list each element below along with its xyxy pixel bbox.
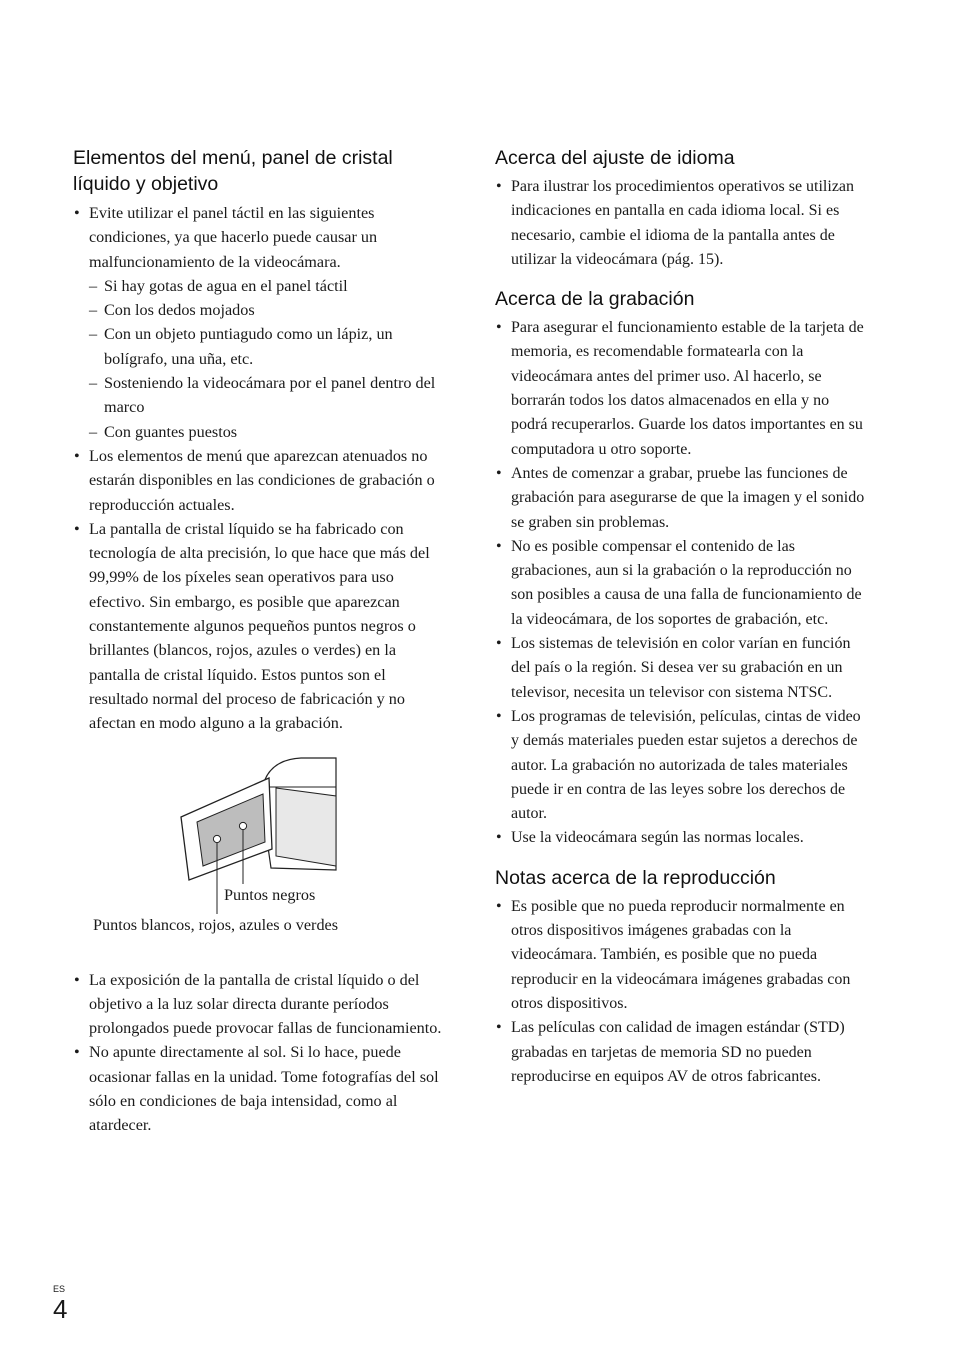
- bullet-list: [495, 316, 865, 851]
- bullet-list: [73, 968, 448, 1138]
- section-menu-lcd-lens: [73, 145, 448, 736]
- list-item: • Es posible que no pueda reproducir normalmente en otros dispositivos imágenes grabadas con la videocámara. También, es posible que no pueda reproducir en la videocámara imágenes grabadas con otros dispositivos.: [495, 895, 865, 1016]
- bullet-list: [495, 175, 865, 272]
- list-item: • Antes de comenzar a grabar, pruebe las funciones de grabación para asegurarse de que la imagen y el sonido se graben sin problemas.: [495, 462, 865, 535]
- section-heading: Acerca del ajuste de idioma: [495, 147, 735, 169]
- section-heading: Notas acerca de la reproducción: [495, 866, 776, 889]
- sub-item: – Con guantes puestos: [89, 420, 448, 444]
- sub-item: – Sosteniendo la videocámara por el panel dentro del marco: [89, 371, 448, 420]
- list-item: • Los programas de televisión, películas, cintas de video y demás materiales pueden estar sujetos a derechos de autor. La grabación no autorizada de tales materiales puede ir en contra de las leyes sobre los derechos de autor.: [495, 705, 865, 826]
- section-playback: [495, 865, 865, 1089]
- list-item: • Para ilustrar los procedimientos operativos se utilizan indicaciones en pantalla en cada idioma local. Si es necesario, cambie el idioma de la pantalla antes de utilizar la videocámara (pág. 15).: [495, 175, 865, 272]
- list-item: • Las películas con calidad de imagen estándar (STD) grabadas en tarjetas de memoria SD no pueden reproducirse en equipos AV de otros fabricantes.: [495, 1016, 865, 1089]
- sub-list: [89, 274, 448, 444]
- list-item: • Para asegurar el funcionamiento estable de la tarjeta de memoria, es recomendable formatearla con la videocámara antes del primer uso. Al hacerlo, se borrarán todos los datos almacenados en ella y no podrá recuperarlos. Guarde los datos importantes en su computadora u otro soporte.: [495, 316, 865, 462]
- label-color-dots: Puntos blancos, rojos, azules o verdes: [93, 915, 339, 934]
- bullet-list: [495, 895, 865, 1089]
- list-item: • Los sistemas de televisión en color varían en función del país o la región. Si desea ver su grabación en un televisor, necesita un televisor con sistema NTSC.: [495, 632, 865, 705]
- section-language: [495, 145, 865, 272]
- list-item: • La exposición de la pantalla de cristal líquido o del objetivo a la luz solar directa durante períodos prolongados puede provocar fallas de funcionamiento.: [73, 968, 448, 1041]
- language-code: ES: [53, 1284, 66, 1294]
- bullet-text: Evite utilizar el panel táctil en las siguientes condiciones, ya que hacerlo puede causar un malfuncionamiento de la videocámara.: [89, 204, 378, 271]
- bullet-list: [73, 201, 448, 736]
- sub-item: – Con un objeto puntiagudo como un lápiz, un bolígrafo, una uña, etc.: [89, 322, 448, 371]
- list-item: • No apunte directamente al sol. Si lo hace, puede ocasionar fallas en la unidad. Tome fotografías del sol sólo en condiciones de baja intensidad, como al atardecer.: [73, 1040, 448, 1137]
- list-item: • Los elementos de menú que aparezcan atenuados no estarán disponibles en las condiciones de grabación o reproducción actuales.: [73, 444, 448, 517]
- page-footer: [53, 1284, 67, 1322]
- label-black-dots: Puntos negros: [224, 885, 316, 904]
- list-item: [73, 201, 448, 444]
- section-sunlight: [73, 968, 448, 1138]
- section-recording: [495, 286, 865, 851]
- sub-item: – Si hay gotas de agua en el panel táctil: [89, 274, 448, 298]
- sub-item: – Con los dedos mojados: [89, 298, 448, 322]
- left-column: [73, 145, 448, 1152]
- list-item: • No es posible compensar el contenido de las grabaciones, aun si la grabación o la reproducción no son posibles a causa de una falla de funcionamiento de la videocámara, de los soportes de grabación, etc.: [495, 535, 865, 632]
- list-item: • La pantalla de cristal líquido se ha fabricado con tecnología de alta precisión, lo que hace que más del 99,99% de los píxeles sean operativos para uso efectivo. Sin embargo, es posible que aparezcan constantemente algunos pequeños puntos negros o brillantes (blancos, rojos, azules o verdes) en la pantalla de cristal líquido. Estos puntos son el resultado normal del proceso de fabricación y no afectan en modo alguno a la grabación.: [73, 517, 448, 736]
- section-heading: Elementos del menú, panel de cristal líquido y objetivo: [73, 147, 393, 195]
- list-item: • Use la videocámara según las normas locales.: [495, 826, 865, 850]
- section-heading: Acerca de la grabación: [495, 288, 695, 311]
- page-number: 4: [53, 1294, 68, 1324]
- lcd-dots-figure: [73, 750, 448, 950]
- right-column: [495, 145, 865, 1103]
